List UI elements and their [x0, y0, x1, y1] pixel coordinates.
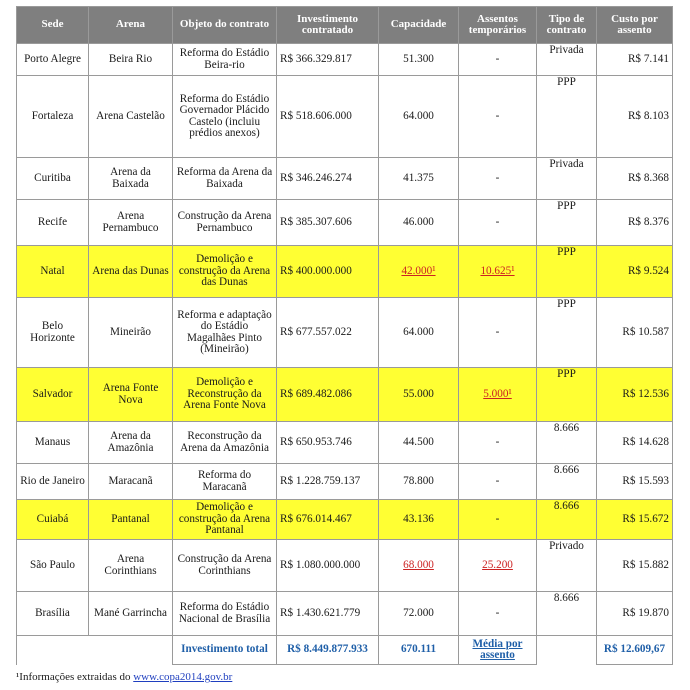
cell-arena: Arena Corinthians: [89, 540, 173, 592]
cell-objeto: Construção da Arena Corinthians: [173, 540, 277, 592]
cell-capacidade: 72.000: [379, 592, 459, 636]
total-empty-1: [17, 636, 89, 665]
cell-capacidade: 64.000: [379, 298, 459, 368]
cell-investimento: R$ 400.000.000: [277, 246, 379, 298]
cell-objeto: Reconstrução da Arena da Amazônia: [173, 422, 277, 464]
cell-sede: São Paulo: [17, 540, 89, 592]
total-row: [17, 636, 673, 665]
cell-assentos: -: [459, 500, 537, 540]
cell-capacidade: 42.000¹: [379, 246, 459, 298]
cell-arena: Arena das Dunas: [89, 246, 173, 298]
cell-tipo: 8.666: [537, 422, 597, 464]
cell-tipo: Privado: [537, 540, 597, 592]
cell-investimento: R$ 518.606.000: [277, 76, 379, 158]
cell-assentos: -: [459, 464, 537, 500]
cell-custo: R$ 10.587: [597, 298, 673, 368]
cell-capacidade: 46.000: [379, 200, 459, 246]
table-row: [17, 500, 673, 540]
cell-tipo: 8.666: [537, 500, 597, 540]
cell-tipo: PPP: [537, 76, 597, 158]
table-row: [17, 592, 673, 636]
cell-arena: Beira Rio: [89, 44, 173, 76]
cell-objeto: Demolição e construção da Arena Pantanal: [173, 500, 277, 540]
cell-custo: R$ 12.536: [597, 368, 673, 422]
total-investimento: R$ 8.449.877.933: [277, 636, 379, 665]
cell-assentos: -: [459, 44, 537, 76]
table-row: [17, 246, 673, 298]
cell-capacidade: 43.136: [379, 500, 459, 540]
cell-investimento: R$ 346.246.274: [277, 158, 379, 200]
cell-investimento: R$ 676.014.467: [277, 500, 379, 540]
cell-tipo: PPP: [537, 298, 597, 368]
cell-tipo: 8.666: [537, 592, 597, 636]
cell-objeto: Demolição e construção da Arena das Dunas: [173, 246, 277, 298]
table-row: [17, 158, 673, 200]
cell-custo: R$ 14.628: [597, 422, 673, 464]
media-label[interactable]: Média por assento: [459, 636, 537, 665]
cell-sede: Recife: [17, 200, 89, 246]
cell-assentos: 10.625¹: [459, 246, 537, 298]
cell-custo: R$ 9.524: [597, 246, 673, 298]
cell-arena: Mané Garrincha: [89, 592, 173, 636]
cell-investimento: R$ 366.329.817: [277, 44, 379, 76]
cell-objeto: Reforma do Estádio Beira-rio: [173, 44, 277, 76]
cell-investimento: R$ 1.228.759.137: [277, 464, 379, 500]
cell-tipo: PPP: [537, 200, 597, 246]
header-objeto: Objeto do contrato: [173, 7, 277, 44]
cell-objeto: Reforma do Estádio Nacional de Brasília: [173, 592, 277, 636]
cell-custo: R$ 15.882: [597, 540, 673, 592]
cell-custo: R$ 15.593: [597, 464, 673, 500]
cell-arena: Arena Castelão: [89, 76, 173, 158]
cell-capacidade: 41.375: [379, 158, 459, 200]
cell-custo: R$ 8.368: [597, 158, 673, 200]
footnote: [16, 671, 232, 683]
cell-assentos: -: [459, 592, 537, 636]
total-empty-3: [537, 636, 597, 665]
total-capacidade: 670.111: [379, 636, 459, 665]
cell-tipo: PPP: [537, 246, 597, 298]
table-row: [17, 540, 673, 592]
cell-investimento: R$ 689.482.086: [277, 368, 379, 422]
cell-tipo: Privada: [537, 158, 597, 200]
cell-tipo: Privada: [537, 44, 597, 76]
header-investimento: Investimento contratado: [277, 7, 379, 44]
cell-arena: Arena Fonte Nova: [89, 368, 173, 422]
cell-assentos: 5.000¹: [459, 368, 537, 422]
cell-sede: Curitiba: [17, 158, 89, 200]
footnote-text: ¹Informações extraidas do: [16, 671, 134, 683]
cell-assentos: -: [459, 298, 537, 368]
header-custo: Custo por assento: [597, 7, 673, 44]
cell-custo: R$ 19.870: [597, 592, 673, 636]
cell-assentos: 25.200: [459, 540, 537, 592]
cell-capacidade: 78.800: [379, 464, 459, 500]
cell-assentos: -: [459, 158, 537, 200]
cell-sede: Belo Horizonte: [17, 298, 89, 368]
header-capacidade: Capacidade: [379, 7, 459, 44]
cell-capacidade: 64.000: [379, 76, 459, 158]
table-body: [17, 44, 673, 636]
footnote-link[interactable]: www.copa2014.gov.br: [133, 671, 233, 683]
total-custo: R$ 12.609,67: [597, 636, 673, 665]
header-arena: Arena: [89, 7, 173, 44]
cell-custo: R$ 15.672: [597, 500, 673, 540]
cell-custo: R$ 8.376: [597, 200, 673, 246]
stadium-costs-table: [16, 6, 673, 665]
cell-investimento: R$ 677.557.022: [277, 298, 379, 368]
cell-investimento: R$ 1.080.000.000: [277, 540, 379, 592]
cell-sede: Porto Alegre: [17, 44, 89, 76]
cell-objeto: Reforma do Estádio Governador Plácido Castelo (incluiu prédios anexos): [173, 76, 277, 158]
header-row: [17, 7, 673, 44]
table-row: [17, 368, 673, 422]
cell-sede: Cuiabá: [17, 500, 89, 540]
table-row: [17, 464, 673, 500]
cell-objeto: Construção da Arena Pernambuco: [173, 200, 277, 246]
cell-assentos: -: [459, 200, 537, 246]
cell-investimento: R$ 385.307.606: [277, 200, 379, 246]
cell-sede: Fortaleza: [17, 76, 89, 158]
cell-sede: Natal: [17, 246, 89, 298]
cell-capacidade: 55.000: [379, 368, 459, 422]
cell-sede: Brasília: [17, 592, 89, 636]
total-label: Investimento total: [173, 636, 277, 665]
cell-custo: R$ 8.103: [597, 76, 673, 158]
cell-assentos: -: [459, 422, 537, 464]
cell-arena: Mineirão: [89, 298, 173, 368]
stadium-costs-table-container: [16, 6, 672, 665]
cell-capacidade: 68.000: [379, 540, 459, 592]
cell-tipo: 8.666: [537, 464, 597, 500]
cell-arena: Arena da Amazônia: [89, 422, 173, 464]
cell-arena: Maracanã: [89, 464, 173, 500]
cell-sede: Salvador: [17, 368, 89, 422]
total-empty-2: [89, 636, 173, 665]
cell-arena: Arena Pernambuco: [89, 200, 173, 246]
cell-arena: Arena da Baixada: [89, 158, 173, 200]
header-tipo: Tipo de contrato: [537, 7, 597, 44]
table-row: [17, 422, 673, 464]
cell-capacidade: 44.500: [379, 422, 459, 464]
cell-objeto: Reforma do Maracanã: [173, 464, 277, 500]
cell-objeto: Reforma da Arena da Baixada: [173, 158, 277, 200]
cell-arena: Pantanal: [89, 500, 173, 540]
table-row: [17, 298, 673, 368]
cell-sede: Rio de Janeiro: [17, 464, 89, 500]
header-sede: Sede: [17, 7, 89, 44]
table-row: [17, 44, 673, 76]
cell-tipo: PPP: [537, 368, 597, 422]
cell-investimento: R$ 1.430.621.779: [277, 592, 379, 636]
table-row: [17, 76, 673, 158]
cell-custo: R$ 7.141: [597, 44, 673, 76]
cell-sede: Manaus: [17, 422, 89, 464]
cell-assentos: -: [459, 76, 537, 158]
cell-objeto: Reforma e adaptação do Estádio Magalhães Pinto (Mineirão): [173, 298, 277, 368]
header-assentos: Assentos temporários: [459, 7, 537, 44]
cell-investimento: R$ 650.953.746: [277, 422, 379, 464]
cell-capacidade: 51.300: [379, 44, 459, 76]
table-row: [17, 200, 673, 246]
cell-objeto: Demolição e Reconstrução da Arena Fonte Nova: [173, 368, 277, 422]
